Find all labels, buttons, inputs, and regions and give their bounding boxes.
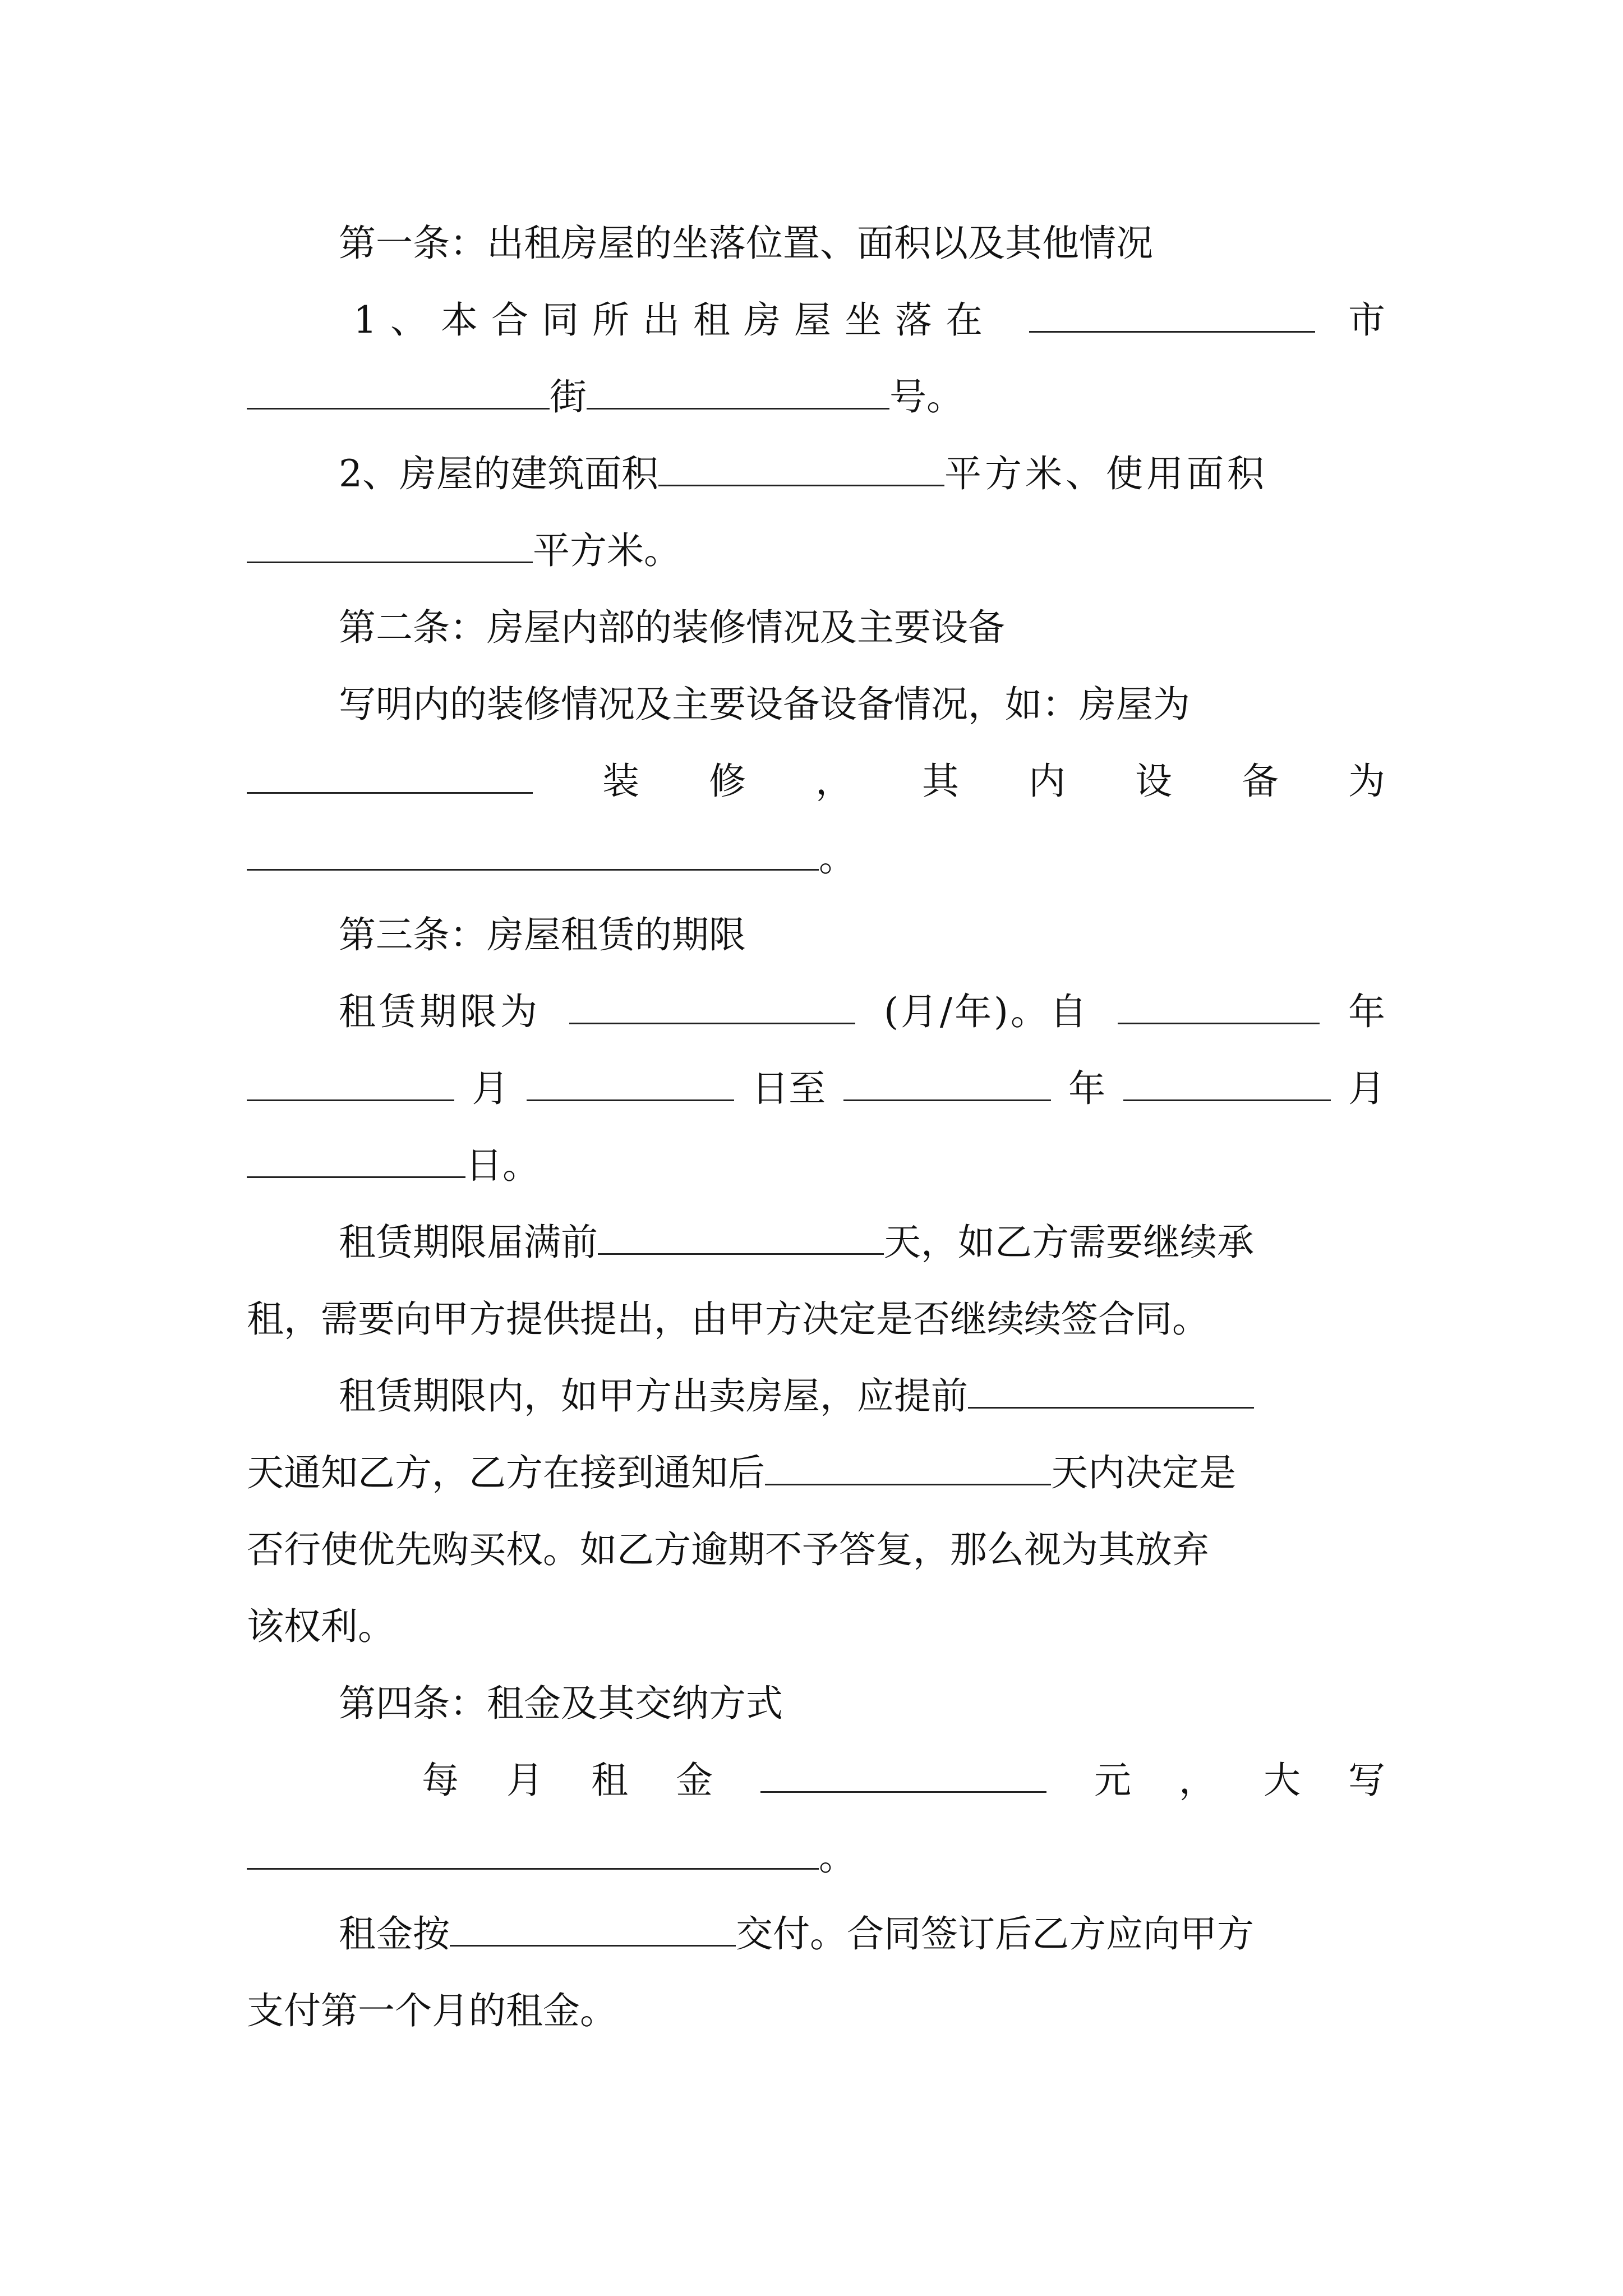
article4-pay-end: 支付第一个月的租金。 <box>247 1989 617 2032</box>
article3-renew-a: 租赁期限届满前 <box>339 1221 598 1264</box>
article3-month-1: 月 <box>472 1067 509 1110</box>
article3-renew-b: 天，如乙方需要继续承 <box>884 1221 1254 1264</box>
article3-day-to: 日至 <box>751 1067 826 1110</box>
article4-amount-line <box>247 1830 1385 1884</box>
payment-method-blank[interactable] <box>450 1910 736 1947</box>
article3-sale-d: 否行使优先购买权。如乙方逾期不予答复，那么视为其放弃 <box>247 1528 1209 1571</box>
building-area-blank[interactable] <box>658 450 944 486</box>
decoration-blank[interactable] <box>247 757 533 794</box>
article2-char-3: 其 <box>922 760 959 803</box>
article4-rent-line <box>422 1754 1385 1807</box>
decision-days-blank[interactable] <box>765 1449 1051 1485</box>
article3-date-line <box>247 1062 1385 1116</box>
article2-equipment-line <box>247 831 1385 885</box>
article2-char-0: 装 <box>602 760 639 803</box>
city-blank[interactable] <box>1029 296 1315 333</box>
article4-pay-suffix: 交付。合同签订后乙方应向甲方 <box>736 1912 1254 1955</box>
article2-decor-line <box>247 754 1385 808</box>
article1-item1-city: 市 <box>1348 298 1385 342</box>
end-day-blank[interactable] <box>247 1142 465 1178</box>
start-year-blank[interactable] <box>1118 988 1320 1024</box>
article3-renew-c: 租，需要向甲方提供提出，由甲方决定是否继续续签合同。 <box>247 1297 1209 1341</box>
article1-item1-street: 街 <box>550 375 587 418</box>
article3-term-line <box>339 985 1385 1039</box>
article3-sale-a: 租赁期限内，如甲方出卖房屋，应提前 <box>339 1374 968 1418</box>
article3-month-2: 月 <box>1348 1067 1385 1110</box>
article4-char-a1: 月 <box>506 1759 543 1802</box>
article1-item1-prefix: 1、本合同所出租房屋坐落在 <box>353 298 996 342</box>
article3-renew-line1 <box>339 1216 1477 1269</box>
article4-char-a0: 每 <box>422 1759 459 1802</box>
article1-item1-number: 号。 <box>889 375 963 418</box>
article3-sale-b: 天通知乙方，乙方在接到通知后 <box>247 1451 765 1494</box>
article4-char-b3: 写 <box>1348 1759 1385 1802</box>
article3-term-unit: (月/年)。自 <box>884 990 1089 1033</box>
article2-char-4: 内 <box>1029 760 1066 803</box>
article3-day-end: 日。 <box>465 1144 540 1187</box>
article2-char-7: 为 <box>1348 760 1385 803</box>
article4-pay-prefix: 租金按 <box>339 1912 450 1955</box>
article1-heading: 第一条：出租房屋的坐落位置、面积以及其他情况 <box>339 222 1153 265</box>
article2-desc: 写明内的装修情况及主要设备设备情况，如：房屋为 <box>339 683 1190 726</box>
article3-heading: 第三条：房屋租赁的期限 <box>339 913 746 956</box>
article1-item2-mid: 平方米、使用面积 <box>944 452 1267 495</box>
article4-char-b1: ， <box>1179 1759 1216 1802</box>
article2-char-2: ， <box>815 760 852 803</box>
article1-item2-line2 <box>247 524 1385 578</box>
article1-item2-line1 <box>339 447 1477 501</box>
usable-area-blank[interactable] <box>247 527 533 563</box>
article1-item1-line2 <box>247 370 1385 424</box>
article2-char-6: 备 <box>1242 760 1279 803</box>
district-blank[interactable] <box>247 373 550 409</box>
article1-item1-line1 <box>353 293 1385 347</box>
article3-day-line <box>247 1139 1385 1193</box>
article4-char-b2: 大 <box>1264 1759 1301 1802</box>
article1-item2-prefix: 2、房屋的建筑面积 <box>339 452 658 495</box>
end-month-blank[interactable] <box>1123 1065 1331 1101</box>
article2-end: 。 <box>819 836 856 880</box>
street-blank[interactable] <box>587 373 889 409</box>
article4-pay-line <box>339 1907 1477 1961</box>
rent-in-words-blank[interactable] <box>247 1833 819 1870</box>
article3-sale-e: 该权利。 <box>247 1605 395 1648</box>
term-length-blank[interactable] <box>569 988 855 1024</box>
article4-char-a2: 租 <box>591 1759 628 1802</box>
article3-year-1: 年 <box>1348 990 1385 1033</box>
article2-char-5: 设 <box>1135 760 1172 803</box>
article2-char-1: 修 <box>709 760 746 803</box>
article3-sale-line1 <box>339 1369 1477 1423</box>
article1-item2-end: 平方米。 <box>533 529 681 572</box>
end-year-blank[interactable] <box>843 1065 1051 1101</box>
article4-char-a3: 金 <box>676 1759 713 1802</box>
article4-rent-end: 。 <box>819 1835 856 1879</box>
sale-notice-days-blank[interactable] <box>968 1372 1254 1409</box>
article4-heading: 第四条：租金及其交纳方式 <box>339 1682 783 1725</box>
article3-sale-line2 <box>247 1446 1385 1500</box>
article3-sale-c: 天内决定是 <box>1051 1451 1236 1494</box>
start-month-blank[interactable] <box>247 1065 454 1101</box>
article3-year-2: 年 <box>1068 1067 1106 1110</box>
start-day-blank[interactable] <box>527 1065 734 1101</box>
equipment-blank[interactable] <box>247 834 819 871</box>
article2-heading: 第二条：房屋内部的装修情况及主要设备 <box>339 606 1005 649</box>
renew-days-blank[interactable] <box>598 1218 884 1255</box>
article3-term-prefix: 租赁期限为 <box>339 990 541 1033</box>
monthly-rent-blank[interactable] <box>760 1756 1046 1793</box>
article4-char-b0: 元 <box>1094 1759 1131 1802</box>
